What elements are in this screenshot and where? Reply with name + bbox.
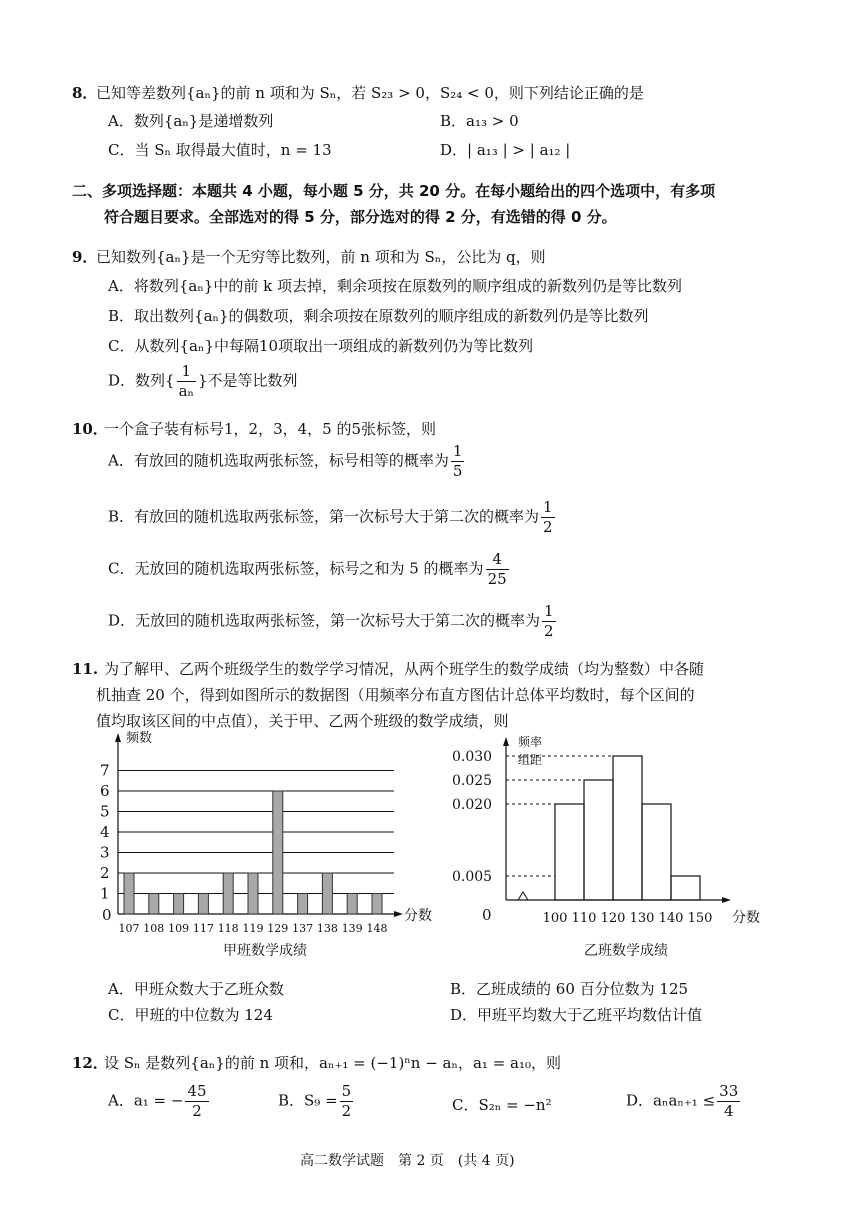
- chart-b-ylabel-bottom: 组距: [518, 753, 543, 767]
- chart-a-bar: [273, 791, 283, 914]
- chart-class-b-plot: [452, 737, 731, 926]
- q9-option-b: B．取出数列{aₙ}的偶数项，剩余项按在原数列的顺序组成的新数列仍是等比数列: [108, 307, 649, 325]
- chart-a-xlabel: 分数: [404, 908, 432, 924]
- chart-a-bar: [198, 894, 208, 915]
- chart-b-xtick-label: 150: [687, 911, 713, 926]
- q8-option-c: C．当 Sₙ 取得最大值时，n = 13: [108, 141, 332, 159]
- chart-a-ytick-label: 5: [100, 802, 110, 821]
- chart-b-xtick-label: 120: [600, 911, 626, 926]
- chart-b-title: 乙班数学成绩: [584, 943, 668, 959]
- q11-option-c: C．甲班的中位数为 124: [108, 1006, 273, 1024]
- q10-stem: 一个盒子装有标号1，2，3，4，5 的5张标签，则: [104, 420, 437, 438]
- q11-line1: 为了解甲、乙两个班级学生的数学学习情况，从两个班学生的数学成绩（均为整数）中各随: [104, 660, 705, 678]
- chart-class-a: [88, 730, 448, 970]
- chart-b-xtick-label: 100: [542, 911, 568, 926]
- chart-b-bar: [555, 804, 584, 900]
- chart-a-ytick-label: 2: [100, 864, 110, 882]
- chart-b-bar: [671, 876, 700, 900]
- chart-a-xtick-label: 139: [341, 922, 363, 935]
- q9-option-c: C．从数列{aₙ}中每隔10项取出一项组成的新数列仍为等比数列: [108, 337, 534, 355]
- chart-a-xtick-label: 129: [267, 922, 289, 935]
- q10-option-d: D．无放回的随机选取两张标签，第一次标号大于第二次的概率为 $\frac{1}{2}$: [108, 602, 554, 640]
- q9-option-a: A．将数列{aₙ}中的前 k 项去掉，剩余项按在原数列的顺序组成的新数列仍是等比数列: [108, 277, 682, 295]
- chart-class-b: [448, 732, 778, 972]
- chart-a-bar: [372, 894, 382, 915]
- chart-a-xtick-label: 119: [242, 922, 264, 935]
- q10-d-fraction: $\frac{1}{2}$: [544, 602, 554, 640]
- chart-a-xtick-label: 108: [143, 922, 165, 935]
- q8-number: 8．: [72, 84, 98, 102]
- chart-a-xtick-label: 148: [366, 922, 388, 935]
- chart-a-bar: [149, 894, 159, 915]
- chart-a-bar: [298, 894, 308, 915]
- chart-a-ytick-label: 3: [100, 843, 110, 862]
- q12-number: 12．: [72, 1054, 108, 1072]
- chart-a-xtick-label: 138: [316, 922, 338, 935]
- chart-class-a-plot: [100, 733, 403, 935]
- section2-heading-line1: 二、多项选择题：本题共 4 小题，每小题 5 分，共 20 分。在每小题给出的四个选项中，有多项: [72, 182, 716, 200]
- chart-b-xtick-label: 140: [658, 911, 684, 926]
- chart-b-bar: [584, 780, 613, 900]
- q10-option-b: B．有放回的随机选取两张标签，第一次标号大于第二次的概率为 $\frac{1}{2}$: [108, 498, 553, 536]
- chart-b-y-arrow: [503, 737, 509, 746]
- q11-number: 11.: [72, 660, 99, 678]
- chart-a-bar: [174, 894, 184, 915]
- q10-c-fraction: $\frac{4}{25}$: [487, 550, 507, 588]
- section2-heading-line2: 符合题目要求。全部选对的得 5 分，部分选对的得 2 分，有选错的得 0 分。: [104, 208, 617, 226]
- chart-b-ytick-label: 0.030: [452, 749, 493, 765]
- q10-a-fraction: $\frac{1}{5}$: [452, 442, 463, 480]
- chart-a-xtick-label: 137: [292, 922, 314, 935]
- chart-a-xtick-label: 117: [192, 922, 214, 935]
- q12-option-d: D．aₙaₙ₊₁ ≤ $\frac{33}{4}$: [626, 1082, 739, 1120]
- chart-a-bar: [347, 894, 357, 915]
- chart-b-ytick-label: 0.005: [452, 869, 493, 885]
- q9-option-d: D．数列{ $\frac{1}{\text{aₙ}}$ }不是等比数列: [108, 362, 298, 400]
- q12-a-fraction: $\frac{45}{2}$: [187, 1082, 207, 1120]
- chart-b-xtick-label: 130: [629, 911, 655, 926]
- q10-b-fraction: $\frac{1}{2}$: [543, 498, 553, 536]
- chart-a-ytick-label: 1: [100, 884, 110, 903]
- q9-stem: 已知数列{aₙ}是一个无穷等比数列，前 n 项和为 Sₙ，公比为 q，则: [96, 248, 546, 266]
- chart-a-bar: [223, 873, 233, 914]
- q11-option-b: B．乙班成绩的 60 百分位数为 125: [450, 980, 689, 998]
- chart-a-ylabel: 频数: [126, 731, 153, 746]
- chart-a-ytick-label: 4: [100, 823, 110, 841]
- chart-a-ytick-label: 7: [100, 761, 110, 780]
- q12-b-fraction: $\frac{5}{2}$: [341, 1082, 352, 1120]
- chart-b-bar: [642, 804, 671, 900]
- chart-a-x-arrow: [394, 911, 403, 917]
- chart-a-bar: [124, 873, 134, 914]
- chart-a-bar: [322, 873, 332, 914]
- q11-line3: 值均取该区间的中点值），关于甲、乙两个班级的数学成绩，则: [96, 712, 509, 730]
- q8-stem: 已知等差数列{aₙ}的前 n 项和为 Sₙ，若 S₂₃ > 0，S₂₄ < 0，则下列结论正确的是: [96, 84, 644, 102]
- q8-option-b: B．a₁₃ > 0: [440, 112, 519, 130]
- q12-stem: 设 Sₙ 是数列{aₙ}的前 n 项和，aₙ₊₁ = (−1)ⁿn − aₙ，a₁ = a₁₀，则: [104, 1054, 562, 1072]
- chart-a-bar: [248, 873, 258, 914]
- q11-line2: 机抽查 20 个，得到如图所示的数据图（用频率分布直方图估计总体平均数时，每个区间的: [96, 686, 695, 704]
- q12-option-c: C．S₂ₙ = −n²: [452, 1096, 552, 1114]
- q9-number: 9．: [72, 248, 98, 266]
- chart-a-y-arrow: [115, 733, 121, 742]
- chart-a-xtick-label: 109: [168, 922, 190, 935]
- q10-option-c: C．无放回的随机选取两张标签，标号之和为 5 的概率为 $\frac{4}{25}$: [108, 550, 507, 588]
- chart-b-bar: [613, 756, 642, 900]
- q12-d-fraction: $\frac{33}{4}$: [719, 1082, 739, 1120]
- q11-option-a: A．甲班众数大于乙班众数: [108, 980, 284, 998]
- chart-b-xtick-label: 110: [571, 911, 597, 926]
- chart-b-origin: 0: [482, 906, 492, 924]
- q12-option-b: B．S₉ = $\frac{5}{2}$: [278, 1082, 352, 1120]
- chart-a-origin: 0: [102, 906, 112, 924]
- chart-b-x-arrow: [722, 897, 731, 903]
- q8-option-d: D．| a₁₃ | > | a₁₂ |: [440, 141, 571, 159]
- chart-a-xtick-label: 118: [217, 922, 239, 935]
- chart-a-xtick-label: 107: [118, 922, 140, 935]
- chart-b-ylabel-top: 频率: [518, 735, 543, 749]
- chart-b-xlabel: 分数: [732, 910, 760, 926]
- chart-b-axis-break: [518, 892, 528, 900]
- chart-a-ytick-label: 6: [100, 782, 110, 800]
- chart-b-ytick-label: 0.025: [452, 773, 493, 789]
- page-footer: 高二数学试题 第 2 页 (共 4 页): [300, 1153, 515, 1169]
- q10-number: 10．: [72, 420, 108, 438]
- q11-option-d: D．甲班平均数大于乙班平均数估计值: [450, 1006, 703, 1024]
- q10-option-a: A．有放回的随机选取两张标签，标号相等的概率为 $\frac{1}{5}$: [108, 442, 463, 480]
- chart-a-title: 甲班数学成绩: [223, 943, 307, 959]
- chart-b-ytick-label: 0.020: [452, 797, 493, 813]
- q8-option-a: A．数列{aₙ}是递增数列: [108, 112, 274, 130]
- q12-option-a: A．a₁ = − $\frac{45}{2}$: [108, 1082, 207, 1120]
- q9-d-fraction: $\frac{1}{\text{aₙ}}$: [178, 362, 195, 400]
